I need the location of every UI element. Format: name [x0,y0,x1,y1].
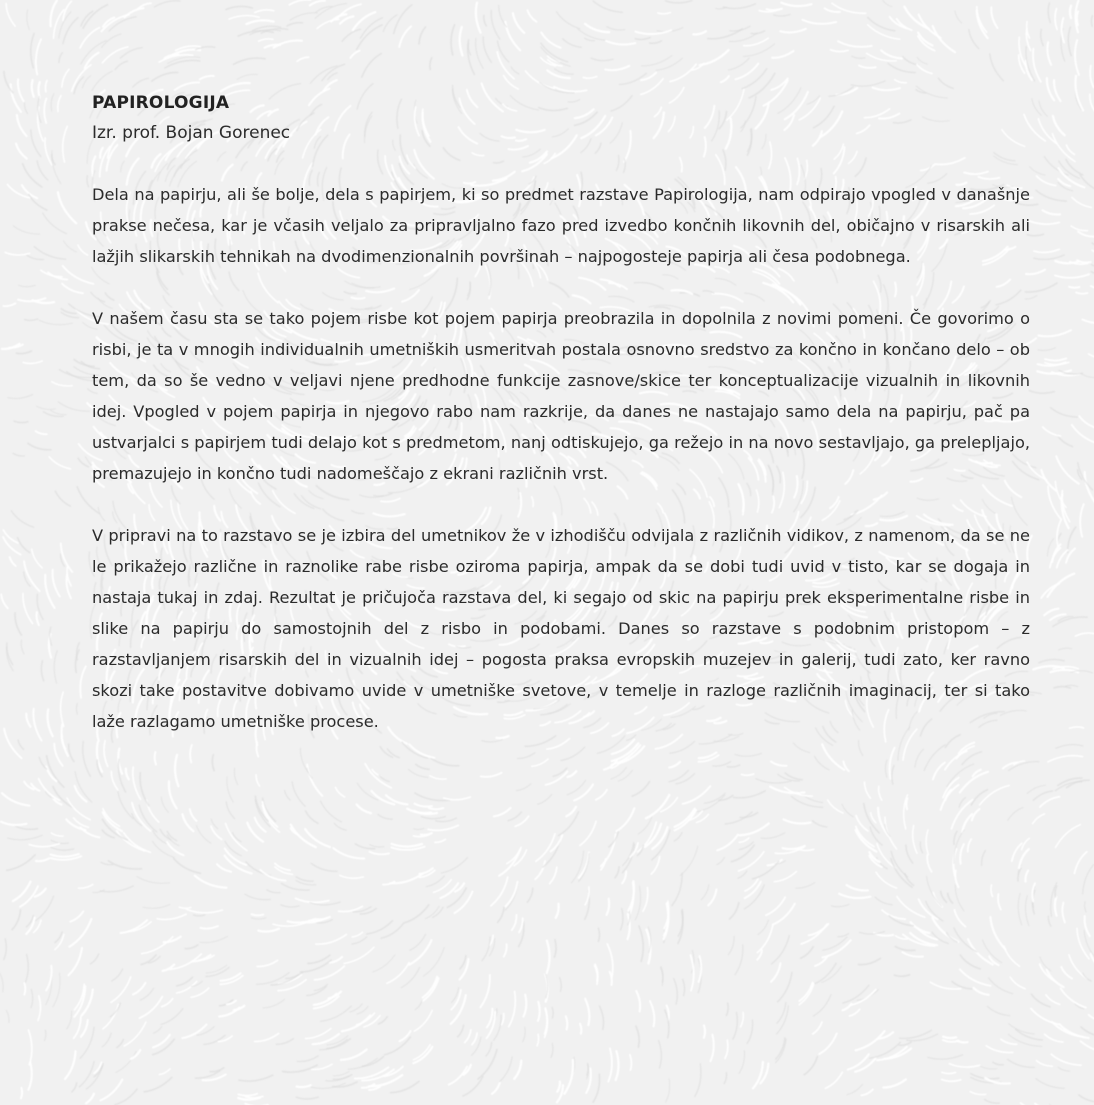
document-title: PAPIROLOGIJA [92,93,230,113]
paragraph-1: Dela na papirju, ali še bolje, dela s papirjem, ki so predmet razstave Papirologija, nam odpirajo vpogled v današnje prakse nečesa, kar je včasih veljalo za pripravljalno fazo pred izvedbo končnih likovnih del, običajno v risarskih ali lažjih slikarskih tehnikah na dvodimenzionalnih površinah – najpogosteje papirja ali česa podobnega. [92,185,1030,266]
paragraph-3: V pripravi na to razstavo se je izbira del umetnikov že v izhodišču odvijala z različnih vidikov, z namenom, da se ne le prikažejo različne in raznolike rabe risbe oziroma papirja, ampak da se dobi tudi uvid v tisto, kar se dogaja in nastaja tukaj in zdaj. Rezultat je pričujoča razstava del, ki segajo od skic na papirju prek eksperimentalne risbe in slike na papirju do samostojnih del z risbo in podobami. Danes so razstave s podobnim pristopom – z razstavljanjem risarskih del in vizualnih idej – pogosta praksa evropskih muzejev in galerij, tudi zato, ker ravno skozi take postavitve dobivamo uvide v umetniške svetove, v temelje in razloge različnih imaginacij, ter si tako laže razlagamo umetniške procese. [92,526,1030,731]
document-author: Izr. prof. Bojan Gorenec [92,123,291,143]
paragraph-2: V našem času sta se tako pojem risbe kot pojem papirja preobrazila in dopolnila z novimi pomeni. Če govorimo o risbi, je ta v mnogih individualnih umetniških usmeritvah postala osnovno sredstvo za končno in končano delo – ob tem, da so še vedno v veljavi njene predhodne funkcije zasnove/skice ter konceptualizacije vizualnih in likovnih idej. Vpogled v pojem papirja in njegovo rabo nam razkrije, da danes ne nastajajo samo dela na papirju, pač pa ustvarjalci s papirjem tudi delajo kot s predmetom, nanj odtiskujejo, ga režejo in na novo sestavljajo, ga prelepljajo, premazujejo in končno tudi nadomeščajo z ekrani različnih vrst. [92,309,1030,483]
document-page [92,88,1030,768]
